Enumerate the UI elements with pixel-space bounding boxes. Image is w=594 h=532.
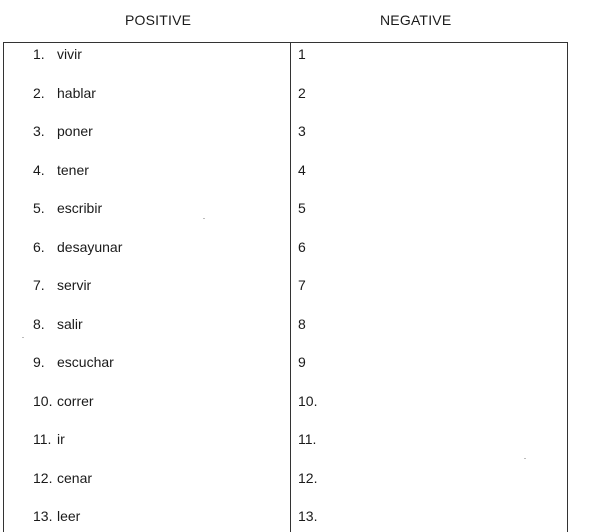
positive-row-number: 12. [33, 470, 53, 486]
positive-verb: hablar [57, 85, 96, 101]
positive-row [33, 354, 114, 370]
positive-row-number: 11. [33, 431, 52, 447]
positive-row [33, 431, 65, 447]
column-divider [290, 42, 291, 532]
positive-row [33, 470, 92, 486]
positive-row [33, 277, 91, 293]
positive-row-number: 7. [33, 277, 45, 293]
negative-row-number: 2 [298, 85, 306, 101]
positive-verb: servir [57, 277, 92, 293]
positive-row-number: 4. [33, 162, 45, 178]
positive-row-number: 9. [33, 354, 45, 370]
scan-speck [22, 337, 24, 338]
positive-column-header: POSITIVE [125, 12, 192, 28]
negative-row-number: 10. [298, 393, 318, 409]
positive-row-number: 2. [33, 85, 45, 101]
positive-verb: desayunar [57, 239, 123, 255]
negative-row-number: 13. [298, 508, 318, 524]
negative-row-number: 5 [298, 200, 306, 216]
positive-verb: escuchar [57, 354, 114, 370]
positive-row-number: 13. [33, 508, 53, 524]
negative-column-header: NEGATIVE [380, 12, 452, 28]
positive-row [33, 239, 122, 255]
positive-verb: salir [57, 316, 83, 332]
scan-speck [524, 458, 526, 459]
positive-row [33, 508, 80, 524]
positive-row [33, 123, 93, 139]
positive-verb: correr [57, 393, 94, 409]
positive-verb: cenar [57, 470, 93, 486]
negative-row-number: 6 [298, 239, 306, 255]
positive-row [33, 316, 83, 332]
positive-row [33, 85, 96, 101]
positive-row-number: 3. [33, 123, 45, 139]
negative-row-number: 8 [298, 316, 306, 332]
positive-row-number: 1. [33, 46, 45, 62]
positive-row-number: 8. [33, 316, 45, 332]
positive-row-number: 5. [33, 200, 45, 216]
negative-row-number: 11. [298, 431, 317, 447]
negative-row-number: 3 [298, 123, 306, 139]
scan-speck [203, 218, 205, 219]
positive-row-number: 10. [33, 393, 53, 409]
positive-row-number: 6. [33, 239, 45, 255]
negative-row-number: 12. [298, 470, 318, 486]
positive-verb: vivir [57, 46, 82, 62]
positive-verb: tener [57, 162, 89, 178]
positive-row [33, 393, 94, 409]
positive-row [33, 200, 102, 216]
negative-row-number: 1 [298, 46, 306, 62]
negative-row-number: 9 [298, 354, 306, 370]
positive-verb: ir [57, 431, 65, 447]
positive-row [33, 162, 89, 178]
positive-row [33, 46, 82, 62]
positive-verb: poner [57, 123, 93, 139]
positive-verb: leer [57, 508, 81, 524]
negative-row-number: 4 [298, 162, 306, 178]
positive-verb: escribir [57, 200, 103, 216]
negative-row-number: 7 [298, 277, 306, 293]
